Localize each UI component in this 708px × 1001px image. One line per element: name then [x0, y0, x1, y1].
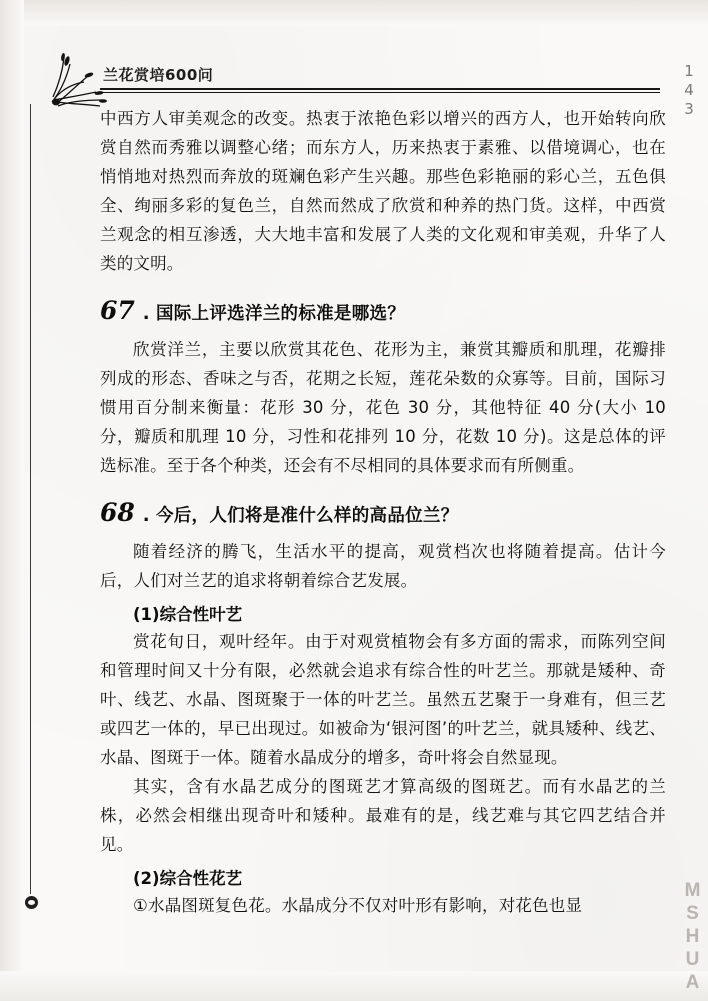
header-rule-thin	[100, 92, 660, 93]
page-number: 143	[680, 62, 698, 119]
subsection-1-paragraph-2: 其实，含有水晶艺成分的图斑艺才算高级的图斑艺。而有水晶艺的兰株，必然会相继出现奇叶和矮种。最难有的是，线艺难与其它四艺结合并见。	[100, 777, 666, 854]
side-strip-text: MSHUA	[682, 880, 703, 995]
subsection-label-1: (1)综合性叶艺	[133, 605, 243, 624]
question-dot: .	[142, 303, 150, 324]
section-68-paragraph-1: 随着经济的腾飞，生活水平的提高，观赏档次也将随着提高。估计今后，人们对兰艺的追求将朝着综合艺发展。	[100, 542, 666, 590]
question-dot: .	[142, 505, 150, 526]
section-67-paragraph-1: 欣赏洋兰，主要以欣赏其花色、花形为主，兼赏其瓣质和肌理，花瓣排列成的形态、香味之与否，花期之长短，莲花朵数的众寡等。目前，国际习惯用百分制来衡量：花形 30 分，花色 30 分，其他特征 40 分(大小 10 分，瓣质和肌理 10 分，习性和花排列 10 分，花数 10 分)。这是总体的评选标准。至于各个种类，还会有不尽相同的具体要求而有所侧重。	[100, 340, 666, 475]
question-number: 68	[100, 498, 135, 527]
question-heading-68	[100, 498, 666, 527]
subsection-1-paragraph-1: 赏花旬日，观叶经年。由于对观赏植物会有多方面的需求，而陈列空间和管理时间又十分有限，必然就会追求有综合性的叶艺兰。那就是矮种、奇叶、线艺、水晶、图斑聚于一体的叶艺兰。虽然五艺聚于一身难有，但三艺或四艺一体的，早已出现过。如被命为‘银河图’的叶艺兰，就具矮种、线艺、水晶、图斑于一体。随着水晶成分的增多，奇叶将会自然显现。	[100, 632, 666, 767]
question-title: 国际上评选洋兰的标准是哪选？	[155, 304, 406, 324]
question-title: 今后，人们将是准什么样的高品位兰？	[155, 506, 459, 526]
intro-paragraph: 中西方人审美观念的改变。热衷于浓艳色彩以增兴的西方人，也开始转向欣赏自然而秀雅以调整心绪；而东方人，历来热衷于素雅、以借境调心，也在悄悄地对热烈而奔放的斑斓色彩产生兴趣。那些色彩艳丽的彩心兰，五色俱全、绚丽多彩的复色兰，自然而然成了欣赏和种养的热门货。这样，中西赏兰观念的相互渗透，大大地丰富和发展了人类的文化观和审美观，升华了人类的文明。	[100, 109, 666, 273]
scan-edge-bottom	[0, 971, 708, 1001]
scan-edge-top	[0, 0, 708, 26]
question-number: 67	[100, 296, 135, 325]
scan-edge-left	[0, 0, 24, 1001]
question-heading-67	[100, 296, 666, 325]
running-head: 兰花赏培600问	[103, 66, 214, 84]
subsection-label-2: (2)综合性花艺	[133, 869, 243, 888]
header-rule	[100, 88, 660, 90]
page-content	[100, 104, 666, 920]
subsection-2-paragraph-1: ①水晶图斑复色花。水晶成分不仅对叶形有影响，对花色也显	[133, 896, 583, 915]
margin-rule	[30, 104, 31, 894]
margin-dot-ornament	[25, 896, 38, 909]
